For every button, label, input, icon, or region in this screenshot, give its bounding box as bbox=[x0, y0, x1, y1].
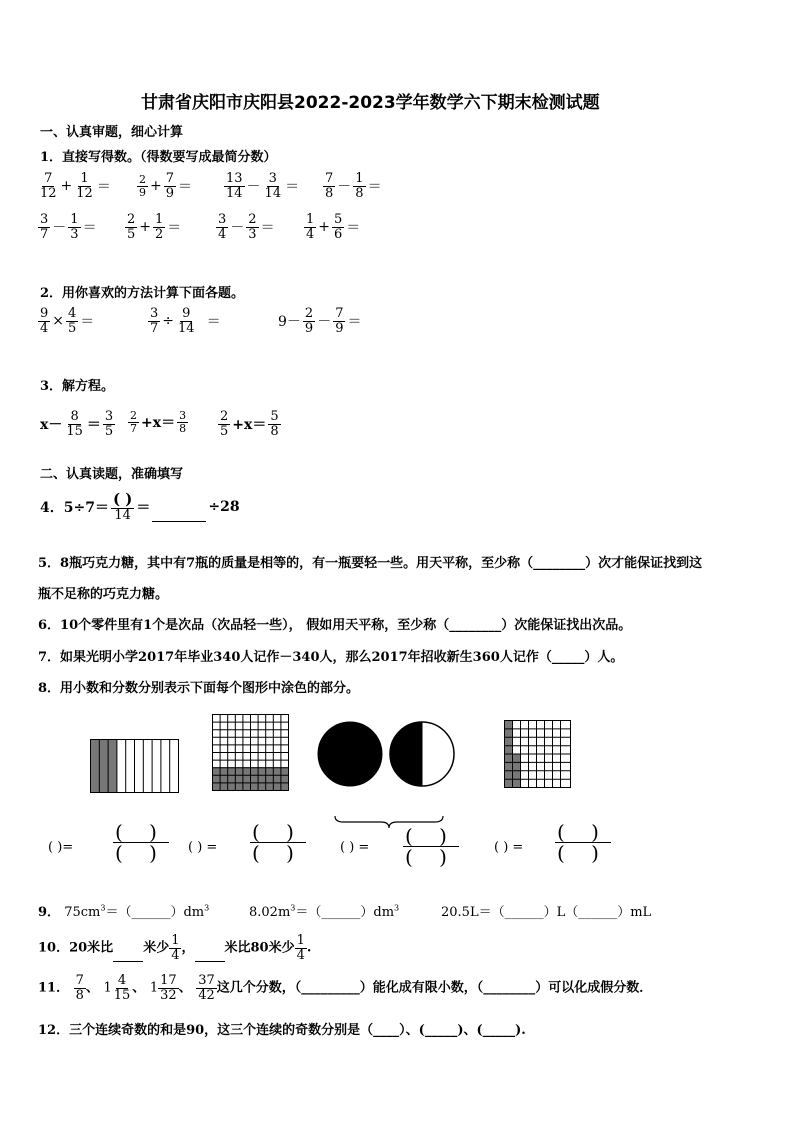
q1-expression: $\frac{1}{4}$ + $\frac{5}{6}$ ＝ bbox=[306, 212, 361, 242]
q3-equation-1: x－ $\frac{8}{15}$ ＝ $\frac{3}{5}$ bbox=[40, 409, 114, 439]
section-1-heading: 一、认真审题，细心计算 bbox=[40, 125, 184, 140]
q2-expression-2: $\frac{3}{7}$ ÷ $\frac{9}{14}$ ＝ bbox=[150, 306, 221, 336]
q3-equation-2: $\frac{2}{7}$ +x＝ $\frac{3}{8}$ bbox=[130, 409, 187, 435]
q1-expression: $\frac{7}{12}$ + $\frac{1}{12}$ ＝ bbox=[40, 171, 111, 201]
figure-striped-rectangle bbox=[90, 739, 180, 794]
q10-blank-2[interactable] bbox=[195, 961, 225, 962]
q2-expression-1: $\frac{9}{4}$ × $\frac{4}{5}$ ＝ bbox=[40, 306, 95, 336]
q5-text-line-1: 5．8瓶巧克力糖，其中有7瓶的质量是相等的，有一瓶要轻一些。用天平称，至少称（________）次才能保证找到这 bbox=[38, 556, 703, 571]
q8-answer-1[interactable]: ( )= bbox=[48, 840, 74, 855]
q8-fraction-4[interactable]: $\frac{( )}{( )}$ bbox=[557, 820, 609, 865]
q8-fraction-3[interactable]: $\frac{( )}{( )}$ bbox=[405, 824, 457, 869]
q9-part-2: $8.02m^3=(\_\_\_\_\_\_)dm^3$ bbox=[249, 903, 400, 920]
section-2-heading: 二、认真读题，准确填写 bbox=[40, 467, 184, 482]
q12-text: 12．三个连续奇数的和是90，这三个连续的奇数分别是（____）、(_____)、(_____). bbox=[38, 1023, 526, 1038]
q6-text: 6．10个零件里有1个是次品（次品轻一些）， 假如用天平称，至少称（________）次能保证找出次品。 bbox=[38, 618, 632, 633]
q3-equation-3: $\frac{2}{5}$ +x＝ $\frac{5}{8}$ bbox=[220, 409, 279, 439]
q11-row: 11． $\frac{7}{8}$ 、 1 $\frac{4}{15}$ 、 1 $\frac{17}{32}$ 、 $\frac{37}{42}$ 这几个分数，（_________）能化成有限小数，（________）可以化成假分数． bbox=[38, 973, 653, 1003]
q9-part-3: 20.5L＝（______）L（______）mL bbox=[441, 905, 652, 920]
q4-blank[interactable] bbox=[152, 521, 206, 522]
q10-row: 10．20米比 米少 $\frac{1}{4}$ ， 米比80米少 $\frac{1}{4}$ . bbox=[38, 933, 312, 963]
q5-text-line-2: 瓶不足称的巧克力糖。 bbox=[38, 587, 169, 602]
figure-hundred-grid bbox=[212, 714, 290, 792]
page-title: 甘肃省庆阳市庆阳县2022-2023学年数学六下期末检测试题 bbox=[141, 93, 600, 113]
q1-expression: $\frac{7}{8}$ － $\frac{1}{8}$ ＝ bbox=[325, 171, 382, 201]
q2-expression-3: 9－ $\frac{2}{9}$ － $\frac{7}{9}$ ＝ bbox=[278, 306, 362, 336]
figure-circles bbox=[316, 720, 458, 788]
q7-text: 7．如果光明小学2017年毕业340人记作－340人，那么2017年招收新生360人记作（_____）人。 bbox=[38, 650, 624, 665]
q8-answer-2[interactable]: ( ) = bbox=[188, 840, 218, 855]
q8-fraction-2[interactable]: $\frac{( )}{( )}$ bbox=[252, 820, 304, 865]
q10-blank-1[interactable] bbox=[113, 961, 143, 962]
q1-expression: $\frac{3}{7}$ － $\frac{1}{3}$ ＝ bbox=[40, 212, 97, 242]
q9-row: 9． $75cm^3=(\_\_\_\_\_\_)dm^3$ bbox=[38, 903, 210, 920]
q1-label: 1．直接写得数。（得数要写成最简分数） bbox=[40, 150, 277, 165]
q3-label: 3．解方程。 bbox=[40, 379, 115, 394]
q8-label: 8．用小数和分数分别表示下面每个图形中涂色的部分。 bbox=[38, 681, 360, 696]
q2-label: 2．用你喜欢的方法计算下面各题。 bbox=[40, 286, 245, 301]
q1-expression: $\frac{2}{9}$ + $\frac{7}{9}$ ＝ bbox=[139, 171, 193, 201]
q8-fraction-1[interactable]: $\frac{( )}{( )}$ bbox=[115, 820, 167, 865]
q8-answer-3[interactable]: ( ) = bbox=[340, 840, 370, 855]
q4-expression: 4．5÷7＝ $\frac{( )}{14}$ ＝ ÷28 bbox=[40, 490, 240, 523]
q1-expression: $\frac{2}{5}$ + $\frac{1}{2}$ ＝ bbox=[127, 212, 182, 242]
q1-expression: $\frac{3}{4}$ － $\frac{2}{3}$ ＝ bbox=[218, 212, 275, 242]
figure-partial-grid bbox=[504, 720, 572, 790]
q8-answer-4[interactable]: ( ) = bbox=[494, 840, 524, 855]
q1-expression: $\frac{13}{14}$ － $\frac{3}{14}$ ＝ bbox=[226, 171, 300, 201]
